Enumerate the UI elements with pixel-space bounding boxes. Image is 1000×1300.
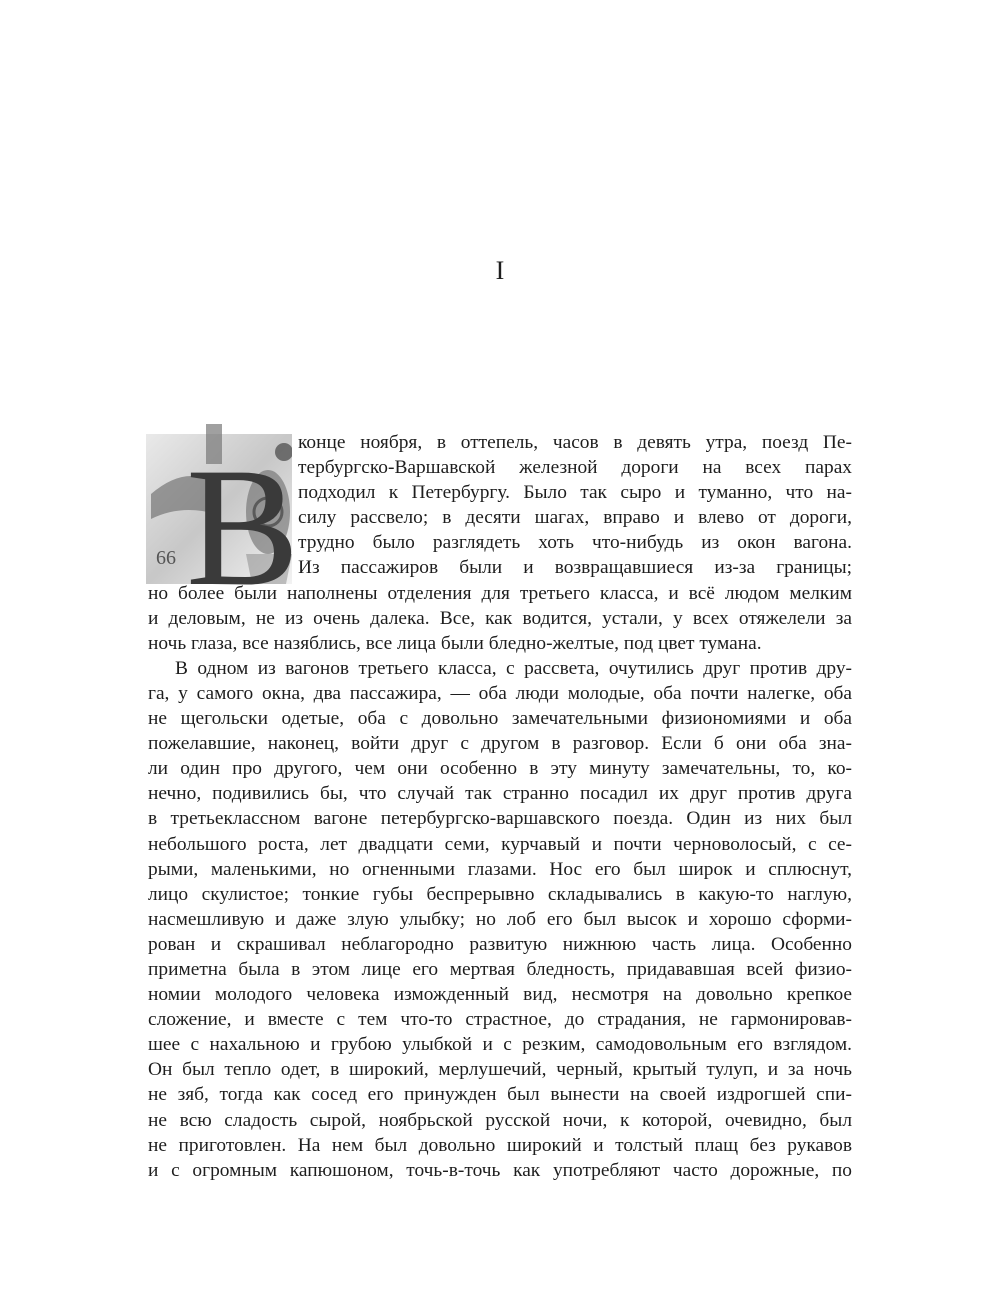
text-line: насмешливую и даже злую улыбку; но лоб его был высок и хорошо сформи- <box>148 908 852 930</box>
text-line: не приготовлен. На нем был довольно широкий и толстый плащ без рукавов <box>148 1134 852 1156</box>
text-line: но более были наполнены отделения для третьего класса, и всё людом мелким <box>148 582 852 604</box>
text-line: конце ноября, в оттепель, часов в девять утра, поезд Пе- <box>298 432 852 453</box>
text-line: Он был тепло одет, в широкий, мерлушечий, черный, крытый тулуп, и за ночь <box>148 1059 852 1081</box>
text-line: га, у самого окна, два пассажира, — оба люди молодые, оба почти налегке, оба <box>148 682 852 704</box>
text-line: пожелавшие, наконец, войти друг с другом в разговор. Если б они оба зна- <box>148 733 852 755</box>
body-text <box>148 430 852 1183</box>
text-line: не зяб, тогда как сосед его принужден был вынести на своей издрогшей спи- <box>148 1084 852 1106</box>
text-line: не щегольски одетые, оба с довольно замечательными физиономиями и оба <box>148 708 852 730</box>
text-line: тербургско-Варшавской железной дороги на всех парах <box>298 457 852 479</box>
text-line: ли один про другого, чем они особенно в эту минуту замечательны, то, ко- <box>148 758 852 780</box>
svg-text:66: 66 <box>156 547 176 569</box>
text-line: рыми, маленькими, но огненными глазами. Нос его был широк и сплюснут, <box>148 858 852 880</box>
chapter-number: I <box>495 256 505 285</box>
text-line: в третьеклассном вагоне петербургско-варшавского поезда. Один из них был <box>148 808 852 830</box>
text-line: подходил к Петербургу. Было так сыро и туманно, что на- <box>298 482 852 504</box>
text-line: приметна была в этом лице его мертвая бледность, придававшая всей физио- <box>148 958 852 980</box>
text-line: и деловым, не из очень далека. Все, как водится, устали, у всех отяжелели за <box>148 607 852 629</box>
text-line: лицо скулистое; тонкие губы беспрерывно складывались в какую-то наглую, <box>148 883 852 905</box>
text-line: силу рассвело; в десяти шагах, вправо и влево от дороги, <box>298 507 852 529</box>
text-line: Из пассажиров были и возвращавшиеся из-за границы; <box>298 557 852 579</box>
text-line: небольшого роста, лет двадцати семи, курчавый и почти черноволосый, с се- <box>148 833 852 855</box>
text-line: и с огромным капюшоном, точь-в-точь как употребляют часто дорожные, по <box>148 1159 852 1181</box>
text-line: трудно было разглядеть хоть что-нибудь из окон вагона. <box>298 532 852 554</box>
text-line: не всю сладость сырой, ноябрьской русской ночи, к которой, очевидно, был <box>148 1109 852 1131</box>
text-line: шее с нахальною и грубою улыбкой и с резким, самодовольным его взглядом. <box>148 1034 852 1056</box>
text-line: В одном из вагонов третьего класса, с рассвета, очутились друг против дру- <box>175 657 852 679</box>
text-line: нечно, подивились бы, что случай так странно посадил их друг против друга <box>148 783 852 805</box>
drop-cap-letter: В <box>186 433 292 592</box>
text-line: рован и скрашивал неблагородно развитую нижнюю часть лица. Особенно <box>148 933 852 955</box>
text-line: ночь глаза, все назяблись, все лица были бледно-желтые, под цвет тумана. <box>148 632 762 654</box>
text-line: сложение, и вместе с тем что-то страстное, до страдания, не гармонировав- <box>148 1009 852 1031</box>
text-line: номии молодого человека изможденный вид, несмотря на довольно крепкое <box>148 984 852 1006</box>
